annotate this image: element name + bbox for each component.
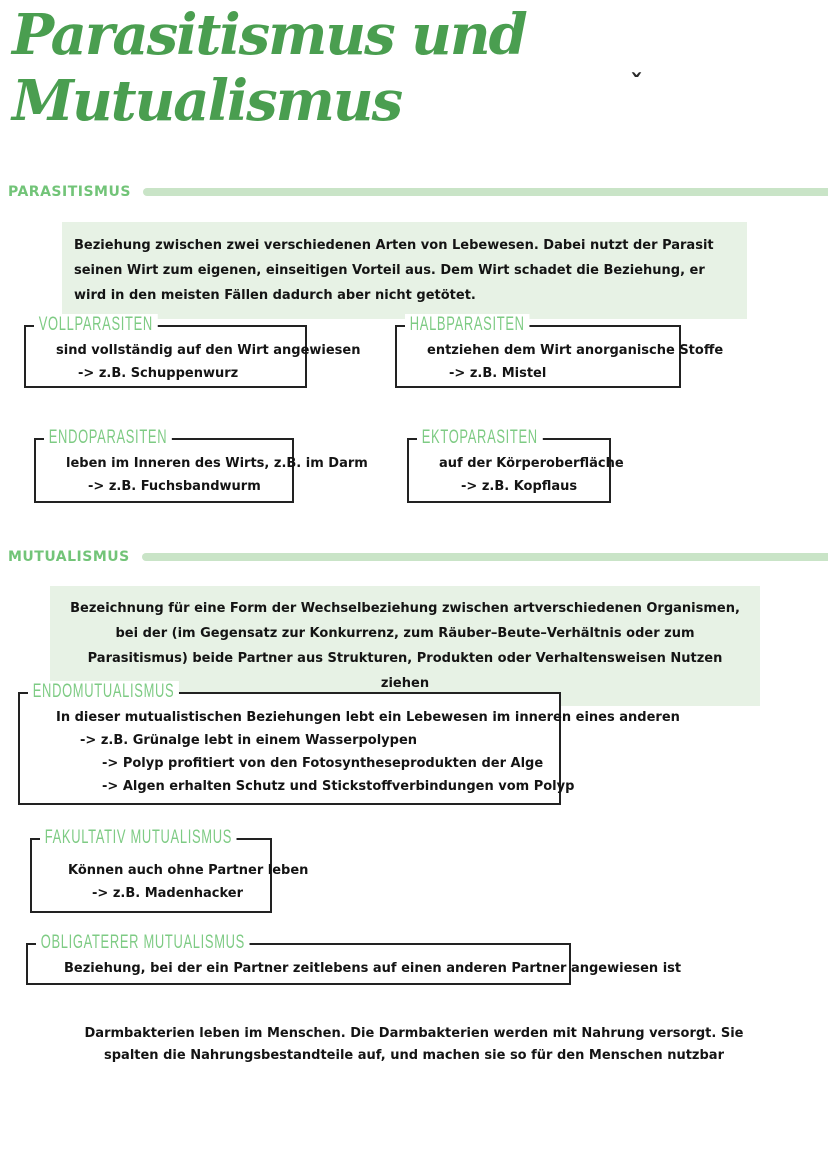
box-vollparasiten-example: -> z.B. Schuppenwurz bbox=[78, 366, 239, 381]
section-rule-parasitismus bbox=[143, 188, 828, 196]
box-fakultativ-mutualismus bbox=[30, 827, 309, 913]
box-fakultativ-mutualismus-title: FAKULTATIV MUTUALISMUS bbox=[40, 827, 237, 849]
box-endoparasiten-example: -> z.B. Fuchsbandwurm bbox=[88, 479, 261, 494]
section-label-mutualismus: MUTUALISMUS bbox=[8, 549, 130, 565]
box-halbparasiten-example: -> z.B. Mistel bbox=[449, 366, 547, 381]
darmbakterien-note: Darmbakterien leben im Menschen. Die Darmbakterien werden mit Nahrung versorgt. Sie spalten die Nahrungsbestandteile auf, und machen sie so für den Menschen nutzbar bbox=[84, 1026, 744, 1063]
section-label-parasitismus: PARASITISMUS bbox=[8, 184, 131, 200]
section-header-mutualismus bbox=[8, 548, 828, 566]
box-halbparasiten bbox=[395, 314, 724, 388]
box-endomutualismus-title: ENDOMUTUALISMUS bbox=[28, 681, 179, 703]
box-halbparasiten-title: HALBPARASITEN bbox=[405, 314, 529, 336]
box-fakultativ-mutualismus-example: -> z.B. Madenhacker bbox=[92, 886, 244, 901]
box-vollparasiten-line: sind vollständig auf den Wirt angewiesen bbox=[56, 343, 361, 358]
box-endomutualismus-line2: -> z.B. Grünalge lebt in einem Wasserpolypen bbox=[80, 733, 418, 748]
box-ektoparasiten-line: auf der Körperoberfläche bbox=[439, 456, 624, 471]
page-title-line1: Parasitismus und bbox=[12, 2, 526, 68]
page-title bbox=[12, 2, 526, 134]
box-endomutualismus-line1: In dieser mutualistischen Beziehungen lebt ein Lebewesen im inneren eines anderen bbox=[56, 710, 680, 725]
handwritten-check-mark: ˇ bbox=[630, 70, 643, 100]
parasitismus-definition: Beziehung zwischen zwei verschiedenen Arten von Lebewesen. Dabei nutzt der Parasit seinen Wirt zum eigenen, einseitigen Vorteil aus. Dem Wirt schadet die Beziehung, er wird in den meisten Fällen dadurch aber nicht getötet. bbox=[62, 222, 747, 319]
box-halbparasiten-line: entziehen dem Wirt anorganische Stoffe bbox=[427, 343, 724, 358]
box-vollparasiten bbox=[24, 314, 361, 388]
page-title-line2: Mutualismus bbox=[12, 68, 402, 134]
box-ektoparasiten bbox=[407, 427, 624, 503]
mutualismus-definition: Bezeichnung für eine Form der Wechselbeziehung zwischen artverschiedenen Organismen, bei der (im Gegensatz zur Konkurrenz, zum Räuber–Beute–Verhältnis oder zum Parasitismus) beide Partner aus Strukturen, Produkten oder Verhaltensweisen Nutzen ziehen bbox=[50, 586, 760, 706]
box-endomutualismus-line4: -> Algen erhalten Schutz und Stickstoffverbindungen vom Polyp bbox=[102, 779, 575, 794]
box-vollparasiten-title: VOLLPARASITEN bbox=[34, 314, 158, 336]
box-obligaterer-mutualismus-line: Beziehung, bei der ein Partner zeitlebens auf einen anderen Partner angewiesen ist bbox=[64, 961, 682, 976]
box-obligaterer-mutualismus bbox=[26, 932, 682, 985]
box-obligaterer-mutualismus-title: OBLIGATERER MUTUALISMUS bbox=[36, 932, 250, 954]
box-fakultativ-mutualismus-line: Können auch ohne Partner leben bbox=[68, 863, 309, 878]
box-endoparasiten bbox=[34, 427, 368, 503]
section-header-parasitismus bbox=[8, 183, 828, 201]
box-ektoparasiten-title: EKTOPARASITEN bbox=[417, 427, 543, 449]
box-ektoparasiten-example: -> z.B. Kopflaus bbox=[461, 479, 578, 494]
box-endomutualismus-line3: -> Polyp profitiert von den Fotosyntheseprodukten der Alge bbox=[102, 756, 544, 771]
box-endoparasiten-title: ENDOPARASITEN bbox=[44, 427, 172, 449]
box-endomutualismus bbox=[18, 681, 680, 805]
section-rule-mutualismus bbox=[142, 553, 828, 561]
box-endoparasiten-line: leben im Inneren des Wirts, z.B. im Darm bbox=[66, 456, 368, 471]
